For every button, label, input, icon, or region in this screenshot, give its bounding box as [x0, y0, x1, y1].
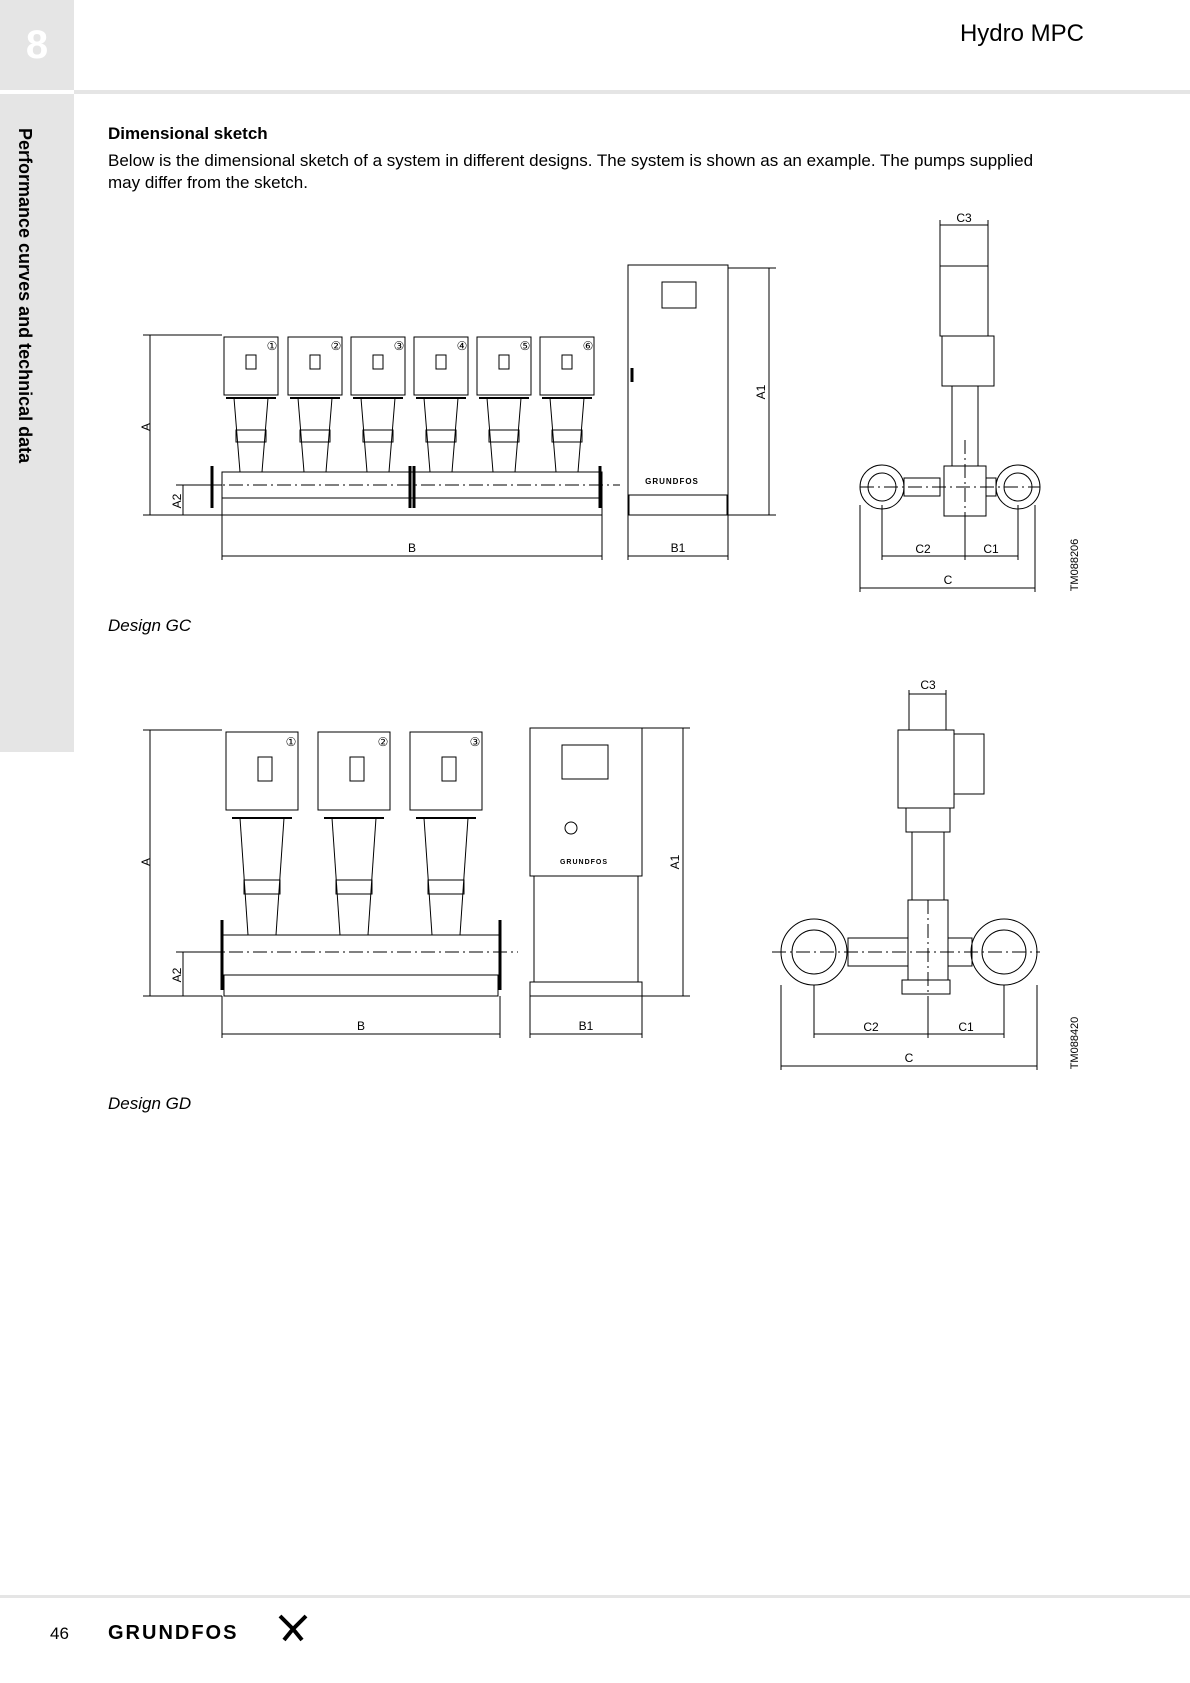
design-gc-front-view — [139, 265, 776, 560]
gc-pump-number-3: ③ — [393, 339, 405, 353]
gc-pump-number-2: ② — [330, 339, 342, 353]
gc-pump-number-1: ① — [266, 339, 278, 353]
gd-pump-number-3: ③ — [469, 735, 481, 749]
chapter-number: 8 — [25, 22, 49, 67]
dim-b1-label-gd: B1 — [578, 1019, 594, 1033]
gc-pump-1 — [224, 337, 278, 472]
gd-pump-number-2: ② — [377, 735, 389, 749]
dim-a1-label-gd: A1 — [668, 854, 682, 870]
gd-cabinet-brand: GRUNDFOS — [559, 859, 609, 866]
grundfos-logo-text: GRUNDFOS — [108, 1622, 239, 1644]
dim-c2-label-gd: C2 — [863, 1020, 879, 1034]
figure-caption-gd: Design GD — [108, 1094, 192, 1113]
dim-b1-label: B1 — [670, 541, 686, 555]
gc-pump-5 — [477, 337, 531, 472]
dim-a-label: A — [139, 422, 153, 432]
gd-pump-2 — [318, 732, 390, 935]
dim-a1-label: A1 — [754, 384, 768, 400]
gc-drawing-number: TM088206 — [1069, 538, 1081, 592]
dim-c3-label-gd: C3 — [920, 678, 936, 692]
gc-pump-4 — [414, 337, 468, 472]
dim-c1-label-gd: C1 — [958, 1020, 974, 1034]
dim-b-label: B — [407, 541, 417, 555]
design-gd-side-view — [772, 678, 1081, 1070]
figure-caption-gc: Design GC — [108, 616, 192, 635]
dim-a2-label-gd: A2 — [170, 967, 184, 983]
section-title: Dimensional sketch — [108, 124, 268, 143]
design-gd-front-view — [139, 728, 690, 1038]
dim-a-label-gd: A — [139, 857, 153, 867]
dim-b-label-gd: B — [356, 1019, 366, 1033]
dim-c1-label: C1 — [983, 542, 999, 556]
gd-pump-1 — [226, 732, 298, 935]
gc-pump-number-6: ⑥ — [582, 339, 594, 353]
gc-pump-3 — [351, 337, 405, 472]
gd-pump-3 — [410, 732, 482, 935]
page-number: 46 — [50, 1624, 69, 1643]
gd-pump-number-1: ① — [285, 735, 297, 749]
gc-pump-number-5: ⑤ — [519, 339, 531, 353]
gc-pump-2 — [288, 337, 342, 472]
footer-rule — [0, 1595, 1190, 1598]
gc-pump-6 — [540, 337, 594, 472]
gd-drawing-number: TM088420 — [1069, 1016, 1081, 1070]
grundfos-logo-icon — [276, 1612, 310, 1642]
dim-c-label: C — [943, 573, 953, 587]
design-gc-side-view — [860, 211, 1081, 592]
dim-c-label-gd: C — [904, 1051, 914, 1065]
product-title: Hydro MPC — [959, 20, 1084, 47]
dim-c2-label: C2 — [915, 542, 931, 556]
chapter-title: Performance curves and technical data — [15, 128, 35, 464]
dim-a2-label: A2 — [170, 493, 184, 509]
intro-paragraph: Below is the dimensional sketch of a system in different designs. The system is shown as an example. The pumps supplied may differ from the sketch. — [108, 151, 1034, 192]
dim-c3-label: C3 — [956, 211, 972, 225]
gc-pump-number-4: ④ — [456, 339, 468, 353]
gd-control-cabinet — [530, 728, 642, 876]
gc-cabinet-brand: GRUNDFOS — [645, 477, 699, 486]
